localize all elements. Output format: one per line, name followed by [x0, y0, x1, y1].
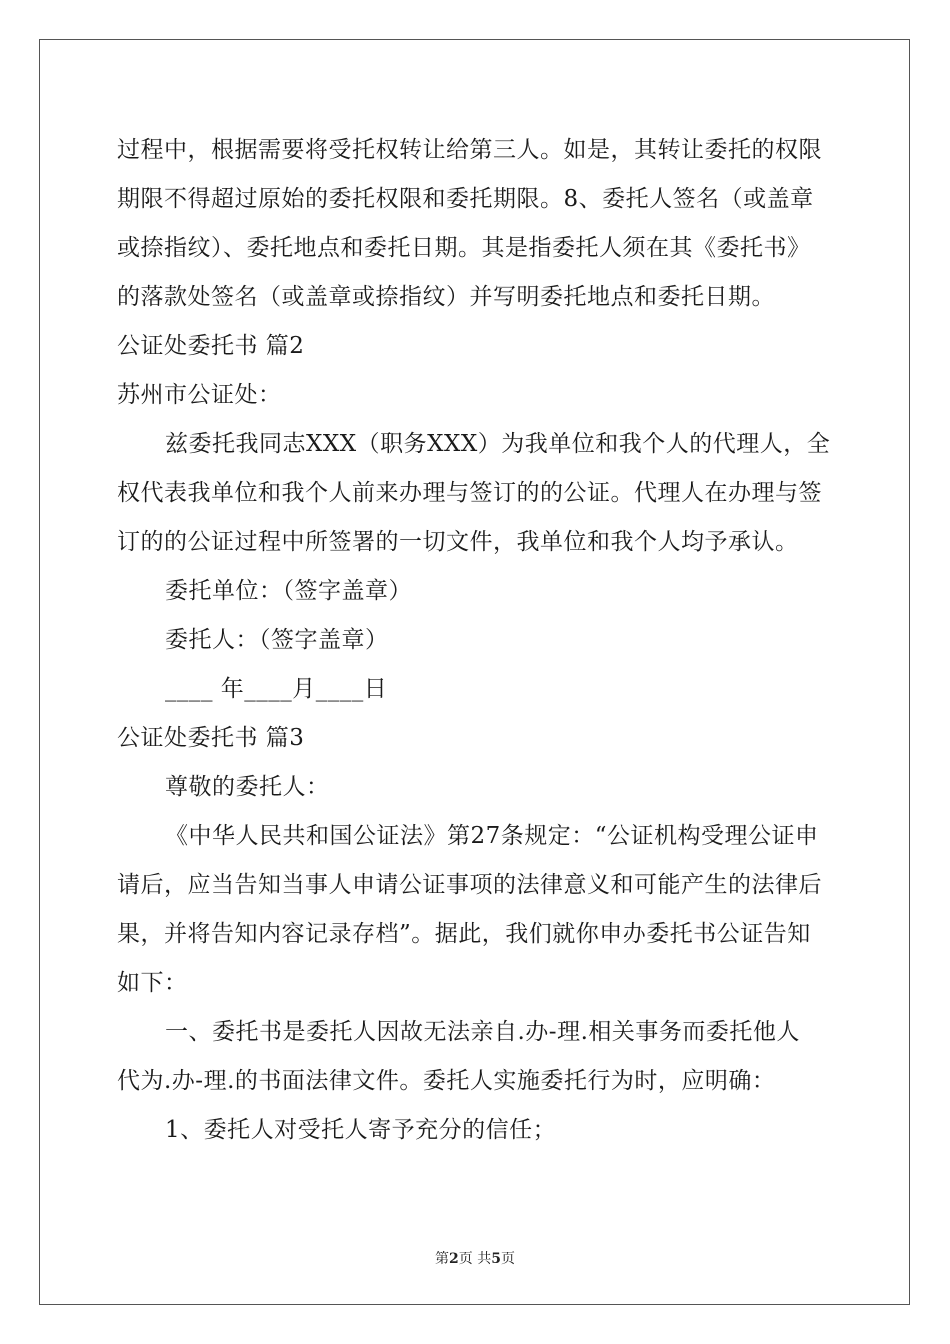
page-footer: [0, 1248, 950, 1268]
paragraph-line: 代为.办-理.的书面法律文件。委托人实施委托行为时，应明确：: [117, 1068, 776, 1094]
paragraph-line: 如下：: [117, 970, 188, 996]
page-number: 2: [449, 1251, 459, 1267]
paragraph-line: 1、委托人对受托人寄予充分的信任；: [165, 1117, 557, 1143]
paragraph-line: 果，并将告知内容记录存档”。据此，我们就你申办委托书公证告知: [117, 921, 811, 947]
date-line: ____ 年____月____日: [165, 676, 388, 702]
paragraph-line: 一、委托书是委托人因故无法亲自.办-理.相关事务而委托他人: [165, 1019, 800, 1045]
paragraph-line: 订的的公证过程中所签署的一切文件，我单位和我个人均予承认。: [117, 529, 799, 555]
section-heading: 公证处委托书 篇2: [117, 333, 305, 359]
paragraph-line: 请后，应当告知当事人申请公证事项的法律意义和可能产生的法律后: [117, 872, 822, 898]
addressee: 苏州市公证处：: [117, 382, 282, 408]
document-body: [117, 126, 837, 1155]
footer-prefix: 第: [435, 1251, 450, 1267]
paragraph-line: 期限不得超过原始的委托权限和委托期限。8、委托人签名（或盖章: [117, 186, 814, 212]
paragraph-line: 兹委托我同志XXX（职务XXX）为我单位和我个人的代理人，全: [165, 431, 831, 457]
total-pages: 5: [491, 1251, 501, 1267]
paragraph-line: 的落款处签名（或盖章或捺指纹）并写明委托地点和委托日期。: [117, 284, 775, 310]
salutation: 尊敬的委托人：: [165, 774, 330, 800]
paragraph-line: 《中华人民共和国公证法》第27条规定：“公证机构受理公证申: [165, 823, 819, 849]
footer-suffix: 页: [500, 1251, 515, 1267]
section-heading: 公证处委托书 篇3: [117, 725, 305, 751]
paragraph-line: 权代表我单位和我个人前来办理与签订的的公证。代理人在办理与签: [117, 480, 822, 506]
signature-person: 委托人：（签字盖章）: [165, 627, 389, 653]
signature-unit: 委托单位：（签字盖章）: [165, 578, 412, 604]
paragraph-line: 过程中，根据需要将受托权转让给第三人。如是，其转让委托的权限: [117, 137, 822, 163]
paragraph-line: 或捺指纹）、委托地点和委托日期。其是指委托人须在其《委托书》: [117, 235, 811, 261]
footer-mid: 页 共: [458, 1251, 492, 1267]
